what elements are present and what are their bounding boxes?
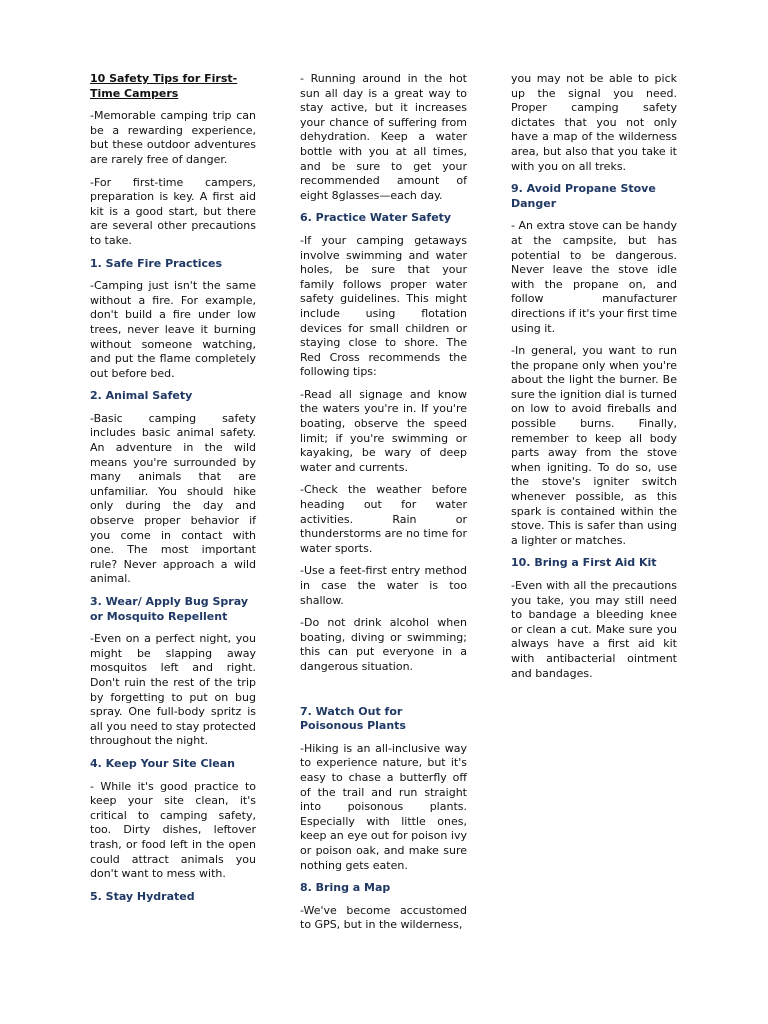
heading-tip-3: 3. Wear/ Apply Bug Spray or Mosquito Repellent <box>90 595 248 623</box>
heading-tip-8: 8. Bring a Map <box>300 881 391 895</box>
paragraph-tip-6a: -If your camping getaways involve swimming and water holes, be sure that your family follows proper water safety guidelines. This might include using flotation devices for small children or staying close to shore. The Red Cross recommends the following tips: <box>300 233 467 379</box>
heading-tip-2: 2. Animal Safety <box>90 389 193 403</box>
paragraph-tip-8: -We've become accustomed to GPS, but in the wilderness, <box>300 903 467 932</box>
intro-paragraph-1: -Memorable camping trip can be a rewarding experience, but these outdoor adventures are rarely free of danger. <box>90 109 256 166</box>
paragraph-tip-2: -Basic camping safety includes basic animal safety. An adventure in the wild means you're surrounded by many animals that are unfamiliar. You should hike only during the day and observe proper behavior if you come in contact with one. The most important rule? Never approach a wild animal. <box>90 411 256 586</box>
paragraph-tip-10: -Even with all the precautions you take, you may still need to bandage a bleeding knee or clean a cut. Make sure you always have a first aid kit with antibacterial ointment and bandages. <box>511 579 677 680</box>
heading-tip-5: 5. Stay Hydrated <box>90 889 195 903</box>
paragraph-tip-5: - Running around in the hot sun all day is a great way to stay active, but it increases your chance of suffering from dehydration. Keep a water bottle with you at all times, and be sure to get your recommended amount of eight 8glasses—each day. <box>300 72 467 202</box>
paragraph-tip-9a: - An extra stove can be handy at the campsite, but has potential to be dangerous. Never leave the stove idle with the propane on, and follow manufacturer directions if it's your first time using it. <box>511 219 677 335</box>
paragraph-tip-9b: -In general, you want to run the propane only when you're about the light the burner. Be sure the ignition dial is turned on low to avoid fireballs and possible burns. Finally, remember to keep all body parts away from the stove when igniting. To do so, use the stove's igniter switch whenever possible, as this spark is contained within the stove. This is safer than using a lighter or matches. <box>511 344 677 547</box>
paragraph-tip-3: -Even on a perfect night, you might be slapping away mosquitos left and right. Don't ruin the rest of the trip by forgetting to put on bug spray. One full-body spritz is all you need to stay protected throughout the night. <box>90 632 256 748</box>
intro-paragraph-2: -For first-time campers, preparation is key. A first aid kit is a good start, but there are several other precautions to take. <box>90 175 256 247</box>
heading-tip-1: 1. Safe Fire Practices <box>90 256 223 270</box>
paragraph-tip-6e: -Do not drink alcohol when boating, diving or swimming; this can put everyone in a dangerous situation. <box>300 616 467 673</box>
column-1 <box>90 72 256 912</box>
heading-tip-9: 9. Avoid Propane Stove Danger <box>511 182 656 210</box>
heading-tip-10: 10. Bring a First Aid Kit <box>511 556 657 570</box>
paragraph-tip-6b: -Read all signage and know the waters you're in. If you're boating, observe the speed limit; if you're swimming or kayaking, be wary of deep water and currents. <box>300 387 467 474</box>
heading-tip-4: 4. Keep Your Site Clean <box>90 756 236 770</box>
document-title: 10 Safety Tips for First-Time Campers <box>90 72 238 100</box>
column-2 <box>300 72 467 941</box>
paragraph-tip-6d: -Use a feet-first entry method in case the water is too shallow. <box>300 564 467 607</box>
paragraph-tip-6c: -Check the weather before heading out for water activities. Rain or thunderstorms are no time for water sports. <box>300 483 467 555</box>
paragraph-tip-4: - While it's good practice to keep your site clean, it's critical to camping safety, too. Dirty dishes, leftover trash, or food left in the open could attract animals you don't want to mess with. <box>90 779 256 881</box>
paragraph-tip-8-continued: you may not be able to pick up the signal you need. Proper camping safety dictates that you not only have a map of the wilderness area, but also that you take it with you on all treks. <box>511 72 677 173</box>
heading-tip-6: 6. Practice Water Safety <box>300 211 452 225</box>
heading-tip-7: 7. Watch Out for Poisonous Plants <box>300 704 406 733</box>
column-3 <box>511 72 677 689</box>
paragraph-tip-7: -Hiking is an all-inclusive way to experience nature, but it's easy to chase a butterfly off of the trail and run straight into poisonous plants. Especially with little ones, keep an eye out for poison ivy or poison oak, and make sure nothing gets eaten. <box>300 741 467 872</box>
spacer <box>300 683 467 705</box>
paragraph-tip-1: -Camping just isn't the same without a fire. For example, don't build a fire under low trees, never leave it burning without someone watching, and put the flame completely out before bed. <box>90 279 256 380</box>
